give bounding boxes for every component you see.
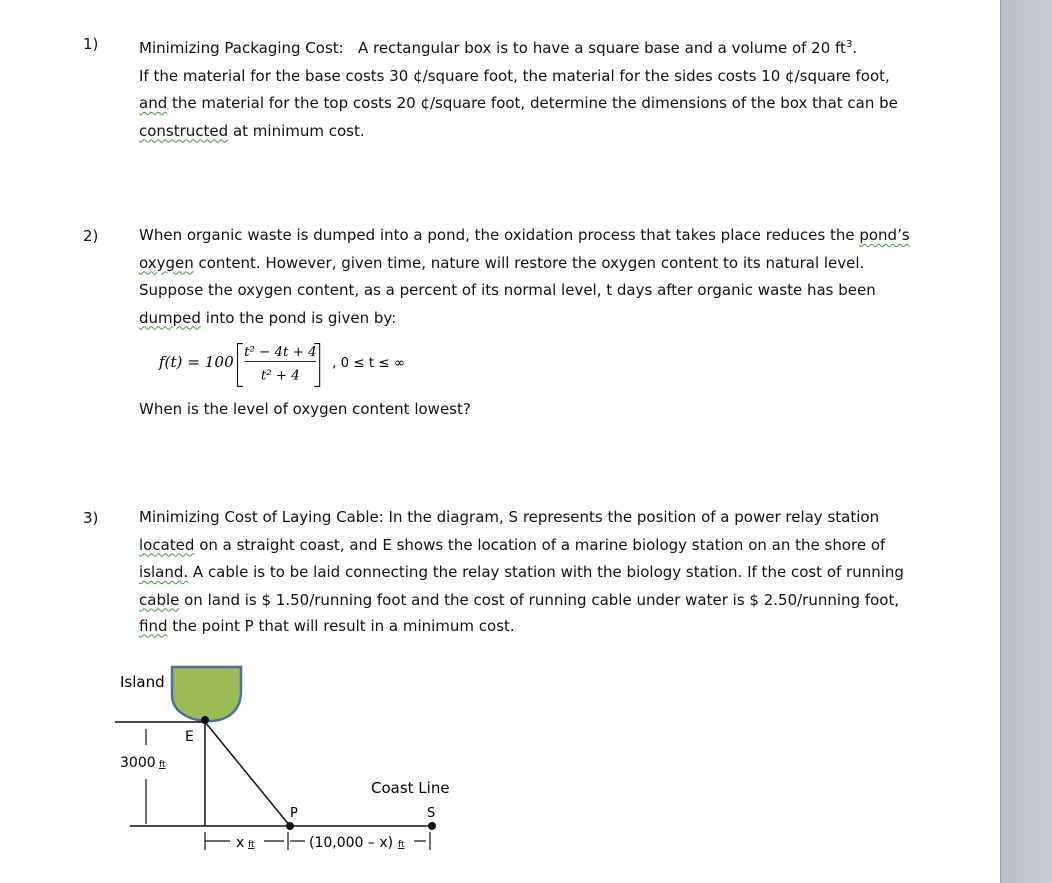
problem-3-spell-word[interactable]: located xyxy=(139,535,195,554)
underwater-cable-line xyxy=(205,722,290,826)
problem-1-spell-word-2[interactable]: constructed xyxy=(139,121,229,140)
problem-2-line1: When organic waste is dumped into a pond, the oxidation process that takes place reduces the xyxy=(139,226,860,244)
problem-3-title: Minimizing Cost of Laying Cable: xyxy=(139,508,384,526)
formula-lhs: f(t) = 100 xyxy=(158,352,234,371)
problem-1-line3: the material for the top costs 20 ¢/square foot, determine the dimensions of the box that can be xyxy=(167,94,898,112)
problem-3-text xyxy=(139,504,949,640)
problem-1-text xyxy=(139,31,949,145)
problem-3-line5: the point P that will result in a minimum cost. xyxy=(167,616,515,635)
problem-1-number: 1) xyxy=(83,35,99,53)
island-label: Island xyxy=(120,673,165,691)
problem-1-spell-word[interactable]: and xyxy=(139,94,168,112)
problem-1-sup: 3 xyxy=(845,39,853,50)
e-label: E xyxy=(185,729,194,745)
island-shape xyxy=(172,667,241,721)
x-unit: ft xyxy=(248,840,255,850)
problem-3-line2: on a straight coast, and E shows the location of a marine biology station on an the shore of xyxy=(194,535,886,554)
oxygen-formula xyxy=(140,340,460,390)
problem-2-text xyxy=(139,222,949,332)
cable-diagram xyxy=(0,653,480,883)
problem-1-line4: at minimum cost. xyxy=(228,121,365,140)
problem-3-spell-word-2[interactable]: island. xyxy=(139,563,189,581)
problem-1-line2: If the material for the base costs 30 ¢/square foot, the material for the sides costs 10 ¢/square foot, xyxy=(139,66,890,85)
problem-2-spell-word[interactable]: pond’s xyxy=(859,226,910,244)
problem-1-title: Minimizing Packaging Cost: xyxy=(139,39,344,57)
point-p-marker xyxy=(286,822,294,830)
window-scroll-area xyxy=(1000,0,1052,883)
station-s-marker xyxy=(428,822,436,830)
p-label: P xyxy=(290,806,298,821)
problem-2-number: 2) xyxy=(83,227,99,245)
problem-2-line3: Suppose the oxygen content, as a percent of its normal level, t days after organic waste has been xyxy=(139,281,876,299)
coast-label: Coast Line xyxy=(371,779,450,797)
formula-domain: , 0 ≤ t ≤ ∞ xyxy=(332,355,405,371)
x-label: x xyxy=(236,835,245,851)
problem-2-spell-word-2[interactable]: oxygen xyxy=(139,253,194,272)
problem-3-spell-word-4[interactable]: find xyxy=(139,616,168,635)
problem-3-line3: A cable is to be laid connecting the relay station with the biology station. If the cost of running xyxy=(188,563,904,581)
problem-3-spell-word-3[interactable]: cable xyxy=(139,590,180,609)
problem-3-number: 3) xyxy=(83,509,99,527)
problem-2-line2: content. However, given time, nature will restore the oxygen content to its natural level. xyxy=(193,253,865,272)
problem-3-line4: on land is $ 1.50/running foot and the cost of running cable under water is $ 2.50/running foot, xyxy=(179,590,900,609)
distance-label: 3000 xyxy=(120,755,156,771)
rest-label: (10,000 – x) xyxy=(309,835,394,851)
rest-unit: ft xyxy=(398,840,405,850)
problem-3-line1: In the diagram, S represents the position of a power relay station xyxy=(383,508,880,526)
formula-denominator: t² + 4 xyxy=(260,368,300,384)
problem-2-question: When is the level of oxygen content lowest? xyxy=(139,400,471,418)
distance-unit: ft xyxy=(159,760,166,770)
problem-1-line1: A rectangular box is to have a square base and a volume of 20 ft xyxy=(358,39,846,57)
problem-1-line1-end: . xyxy=(852,39,858,57)
problem-2-line4: into the pond is given by: xyxy=(200,308,397,327)
s-label: S xyxy=(427,806,436,821)
problem-2-spell-word-3[interactable]: dumped xyxy=(139,308,201,327)
formula-numerator: t² − 4t + 4 xyxy=(244,345,317,361)
